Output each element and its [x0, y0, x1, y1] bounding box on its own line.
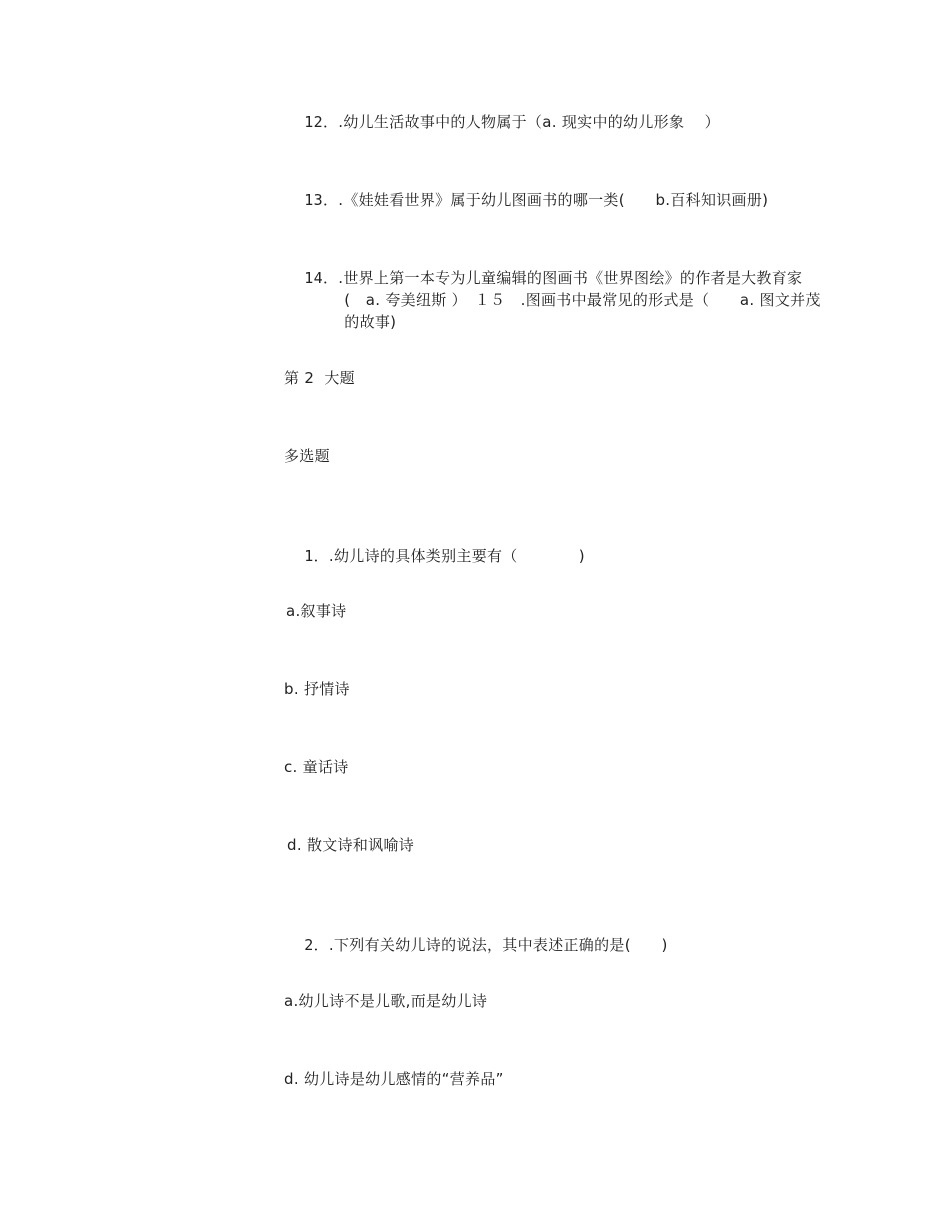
- question-text: .幼儿生活故事中的人物属于（a. 现实中的幼儿形象 ）: [338, 113, 720, 131]
- section-heading: 第 2 大题: [284, 369, 355, 387]
- question-text-line-2: ( a. 夸美纽斯 ） １５ .图画书中最常见的形式是（ a. 图文并茂: [344, 291, 821, 309]
- option-c: c. 童话诗: [284, 758, 349, 776]
- multi-question-2: [284, 912, 668, 978]
- question-12: [284, 89, 720, 155]
- question-text: .幼儿诗的具体类别主要有（ ): [328, 547, 585, 565]
- question-number: 12．: [304, 113, 339, 131]
- question-14-continuation: [324, 267, 821, 333]
- question-text-line-3: 的故事): [344, 313, 397, 331]
- option-d: d. 幼儿诗是幼儿感情的“营养品”: [284, 1070, 504, 1088]
- option-a: a.叙事诗: [286, 602, 347, 620]
- question-number: 13．: [304, 191, 339, 209]
- question-text-line-1: .世界上第一本专为儿童编辑的图画书《世界图绘》的作者是大教育家: [338, 269, 803, 287]
- question-number: 1．: [304, 547, 329, 565]
- question-number: 14．: [304, 269, 339, 287]
- question-number: 2．: [304, 936, 329, 954]
- section-type: 多选题: [284, 447, 330, 465]
- option-a: a.幼儿诗不是儿歌,而是幼儿诗: [284, 992, 488, 1010]
- question-text: .《娃娃看世界》属于幼儿图画书的哪一类( b.百科知识画册): [338, 191, 769, 209]
- multi-question-1: [284, 523, 585, 589]
- option-d: d. 散文诗和讽喻诗: [287, 836, 415, 854]
- question-text: .下列有关幼儿诗的说法，其中表述正确的是( ): [328, 936, 668, 954]
- question-13: [284, 167, 768, 233]
- question-14-continuation-2: [324, 289, 396, 355]
- option-b: b. 抒情诗: [284, 680, 350, 698]
